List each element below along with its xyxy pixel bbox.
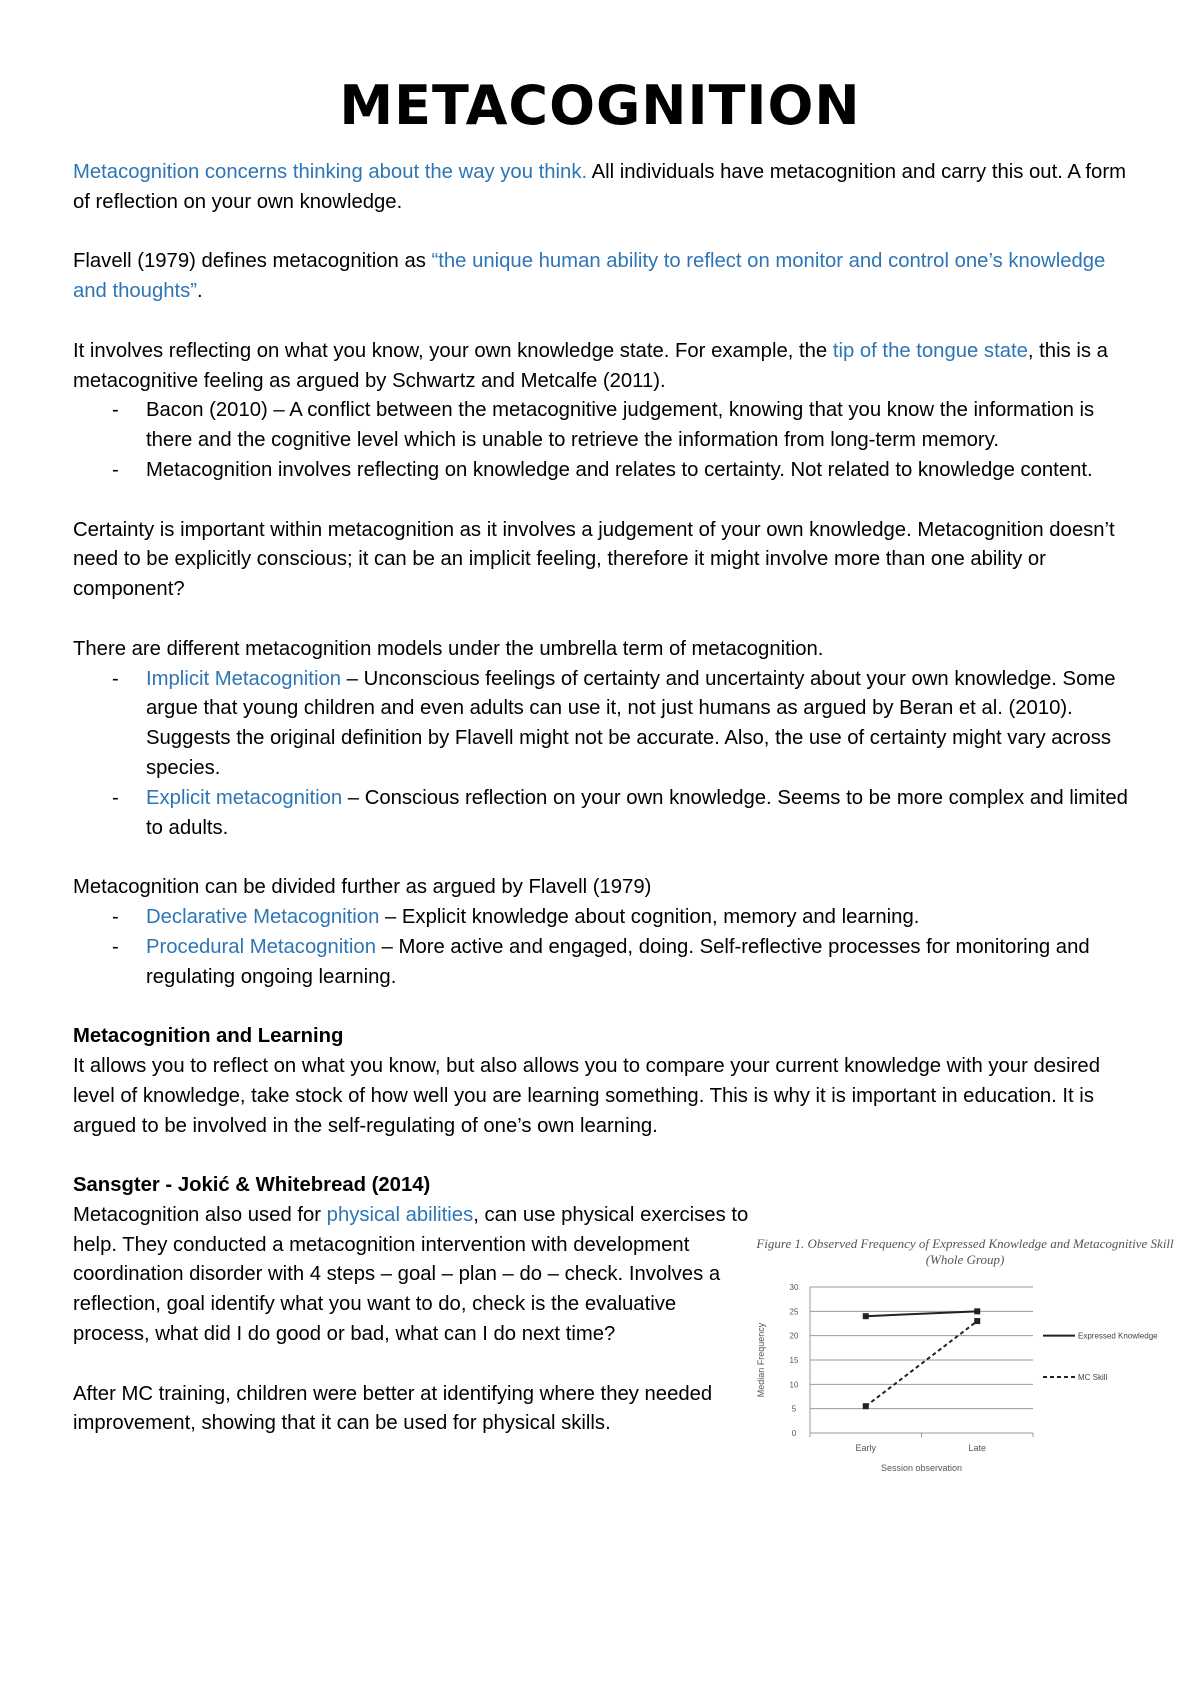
- data-point: [863, 1403, 869, 1409]
- text: , this is a metacognitive feeling as argued by Schwartz and Metcalfe (2011).: [73, 339, 1108, 392]
- text: , can use physical exercises to help. They conducted a metacognition intervention with development coordination disorder with 4 steps – goal – plan – do – check. Involves a reflection, goal identify what you want to do, check is the evaluative process, what did I do good or bad, what can I do next time?: [73, 1203, 749, 1346]
- y-tick-label: 30: [789, 1283, 799, 1292]
- term: Procedural Metacognition: [146, 935, 376, 958]
- list-item: - Declarative Metacognition – Explicit knowledge about cognition, memory and learning.: [112, 905, 920, 928]
- text: – Explicit knowledge about cognition, memory and learning.: [379, 905, 920, 928]
- legend-label: MC Skill: [1078, 1373, 1108, 1383]
- list-item: - Implicit Metacognition – Unconscious feelings of certainty and uncertainty about your own knowledge. Some argue that young children and even adults can use it, not just humans as argued by Beran et al. (2010). Suggests the original definition by Flavell might not be accurate. Also, the use of certainty might vary across species.: [112, 667, 1116, 779]
- x-axis-label: Session observation: [880, 1463, 963, 1473]
- text: Metacognition involves reflecting on knowledge and relates to certainty. Not related to knowledge content.: [146, 458, 1093, 481]
- y-tick-label: 5: [791, 1404, 797, 1414]
- term: Declarative Metacognition: [146, 905, 380, 928]
- models-paragraph: There are different metacognition models under the umbrella term of metacognition.: [73, 637, 824, 660]
- y-axis-label: Median Frequency: [756, 1322, 766, 1398]
- highlight: Metacognition concerns thinking about the way you think.: [73, 161, 588, 183]
- text: Bacon (2010) – A conflict between the metacognitive judgement, knowing that you know the information is there and the cognitive level which is unable to retrieve the information from long-term memory.: [146, 399, 1095, 452]
- chart-svg: [750, 1271, 1180, 1496]
- y-tick-label: 10: [789, 1380, 799, 1390]
- list-item: - Procedural Metacognition – More active and engaged, doing. Self-reflective processes for monitoring and regulating ongoing learning.: [112, 935, 1090, 988]
- text: All individuals have metacognition and carry this out. A form of reflection on your own knowledge.: [73, 161, 1126, 213]
- text: – Conscious reflection on your own knowledge. Seems to be more complex and limited to adults.: [146, 786, 1128, 839]
- y-tick-label: 25: [789, 1307, 799, 1317]
- bullet-list: [73, 396, 1133, 485]
- sansgter-section: [73, 1171, 753, 1439]
- term: Implicit Metacognition: [146, 667, 342, 690]
- text: Metacognition also used for: [73, 1203, 327, 1226]
- chart-title: [750, 1236, 1180, 1268]
- list-item: - Metacognition involves reflecting on knowledge and relates to certainty. Not related to knowledge content.: [112, 458, 1093, 481]
- x-tick-label: Early: [855, 1443, 877, 1453]
- data-point: [974, 1308, 980, 1314]
- chart-title-line: Figure 1. Observed Frequency of Expressed Knowledge and Metacognitive Skill: [756, 1236, 1174, 1251]
- figure-chart: [750, 1236, 1180, 1496]
- bullet-list: [73, 903, 1133, 992]
- page-title: METACOGNITION: [339, 74, 861, 137]
- flavell-paragraph: [73, 247, 1133, 307]
- tip-of-tongue-paragraph: [73, 337, 1133, 397]
- text: Flavell (1979) defines metacognition as: [73, 250, 432, 273]
- legend-label: Expressed Knowledge: [1078, 1331, 1158, 1341]
- data-point: [863, 1313, 869, 1319]
- x-tick-label: Late: [968, 1443, 987, 1453]
- data-point: [974, 1318, 980, 1324]
- text: It involves reflecting on what you know, your own knowledge state. For example, the: [73, 339, 833, 362]
- section-heading: Metacognition and Learning: [73, 1025, 344, 1048]
- series-line: [866, 1311, 978, 1316]
- text: – More active and engaged, doing. Self-reflective processes for monitoring and regulating ongoing learning.: [146, 935, 1090, 988]
- highlight: physical abilities: [326, 1203, 474, 1226]
- y-tick-label: 0: [791, 1429, 797, 1438]
- y-tick-label: 15: [789, 1356, 799, 1365]
- text: – Unconscious feelings of certainty and uncertainty about your own knowledge. Some argue that young children and even adults can use it, not just humans as argued by Beran et al. (2010). Suggests the original definition by Flavell might not be accurate. Also, the use of certainty might vary across species.: [146, 667, 1116, 779]
- certainty-paragraph: Certainty is important within metacognition as it involves a judgement of your own knowledge. Metacognition doesn’t need to be explicitly conscious; it can be an implicit feeling, therefore it might involve more than one ability or component?: [73, 518, 1115, 601]
- term: Explicit metacognition: [146, 786, 343, 809]
- text: .: [197, 280, 203, 303]
- divided-paragraph: Metacognition can be divided further as argued by Flavell (1979): [73, 876, 652, 899]
- quote: “the unique human ability to reflect on monitor and control one’s knowledge and thoughts”: [73, 250, 1106, 303]
- series-line: [866, 1321, 978, 1406]
- bullet-list: [73, 665, 1133, 844]
- section-heading: Sansgter - Jokić & Whitebread (2014): [73, 1174, 431, 1197]
- list-item: - Explicit metacognition – Conscious reflection on your own knowledge. Seems to be more complex and limited to adults.: [112, 786, 1128, 839]
- chart-title-line: (Whole Group): [925, 1252, 1005, 1267]
- highlight: tip of the tongue state: [832, 339, 1028, 362]
- learning-paragraph: It allows you to reflect on what you know, but also allows you to compare your current knowledge with your desired level of knowledge, take stock of how well you are learning something. This is why it is important in education. It is argued to be involved in the self-regulating of one’s own learning.: [73, 1054, 1100, 1137]
- list-item: - Bacon (2010) – A conflict between the metacognitive judgement, knowing that you know the information is there and the cognitive level which is unable to retrieve the information from long-term memory.: [112, 399, 1095, 452]
- intro-paragraph: [73, 158, 1133, 218]
- after-training-paragraph: After MC training, children were better at identifying where they needed improvement, showing that it can be used for physical skills.: [73, 1382, 713, 1435]
- y-tick-label: 20: [789, 1331, 799, 1341]
